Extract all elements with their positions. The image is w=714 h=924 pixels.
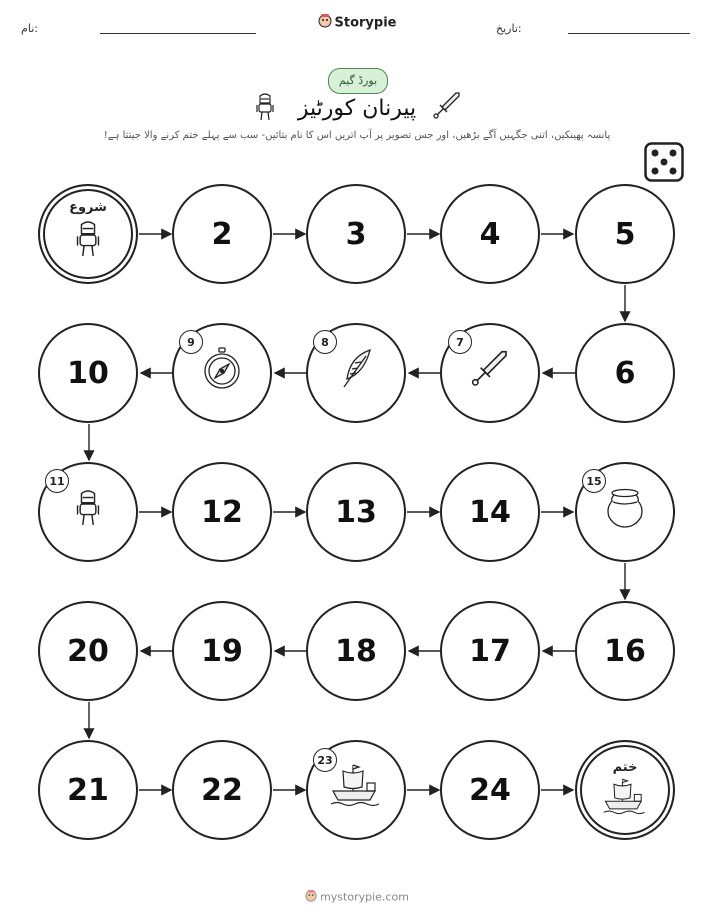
instructions: پانسہ پھینکیں، اتنی جگہیں آگے بڑھیں، اور جس تصویر پر آپ اتریں اس کا نام بتائیں- سب سے پہلے ختم کرنے والا جیتتا ہے!: [103, 130, 611, 141]
board-cell-2[interactable]: 2: [172, 184, 272, 284]
ship-icon: [602, 777, 648, 825]
pot-icon: [603, 488, 647, 536]
board-cell-finish[interactable]: [575, 740, 675, 840]
board-cell-6[interactable]: 6: [575, 323, 675, 423]
board-cell-5[interactable]: 5: [575, 184, 675, 284]
sword-icon: [470, 347, 510, 399]
date-label: تاریخ:: [496, 22, 522, 35]
board-cell-12[interactable]: 12: [172, 462, 272, 562]
page-title: پیرنان کورٹیز: [297, 96, 417, 121]
board-cell-18[interactable]: 18: [306, 601, 406, 701]
cell-number-badge: 9: [179, 330, 203, 354]
board-cell-4[interactable]: 4: [440, 184, 540, 284]
cell-number-badge: 11: [45, 469, 69, 493]
compass-icon: [202, 347, 242, 399]
board-cell-24[interactable]: 24: [440, 740, 540, 840]
board-cell-10[interactable]: 10: [38, 323, 138, 423]
board-cell-start[interactable]: [38, 184, 138, 284]
storypie-logo-icon: [305, 889, 317, 906]
footer-url[interactable]: mystorypie.com: [320, 890, 409, 904]
start-label: شروع: [69, 200, 107, 215]
knight-icon: [71, 488, 105, 536]
brand-name: Storypie: [334, 15, 397, 31]
board-cell-22[interactable]: 22: [172, 740, 272, 840]
board-cell-13[interactable]: 13: [306, 462, 406, 562]
feather-quill-icon: [336, 347, 376, 399]
board-cell-16[interactable]: 16: [575, 601, 675, 701]
board-cell-3[interactable]: 3: [306, 184, 406, 284]
board-cell-20[interactable]: 20: [38, 601, 138, 701]
finish-label: ختم: [612, 760, 638, 775]
footer: [0, 889, 714, 906]
board-cell-19[interactable]: 19: [172, 601, 272, 701]
board-game-badge: بورڈ گیم: [328, 68, 388, 94]
cell-number-badge: 15: [582, 469, 606, 493]
cell-number-badge: 23: [313, 748, 337, 772]
board-cell-14[interactable]: 14: [440, 462, 540, 562]
ship-icon: [329, 763, 383, 817]
board-cell-21[interactable]: 21: [38, 740, 138, 840]
name-label: نام:: [21, 22, 38, 35]
knight-icon: [71, 219, 105, 267]
cell-number-badge: 7: [448, 330, 472, 354]
board-cell-17[interactable]: 17: [440, 601, 540, 701]
cell-number-badge: 8: [313, 330, 337, 354]
